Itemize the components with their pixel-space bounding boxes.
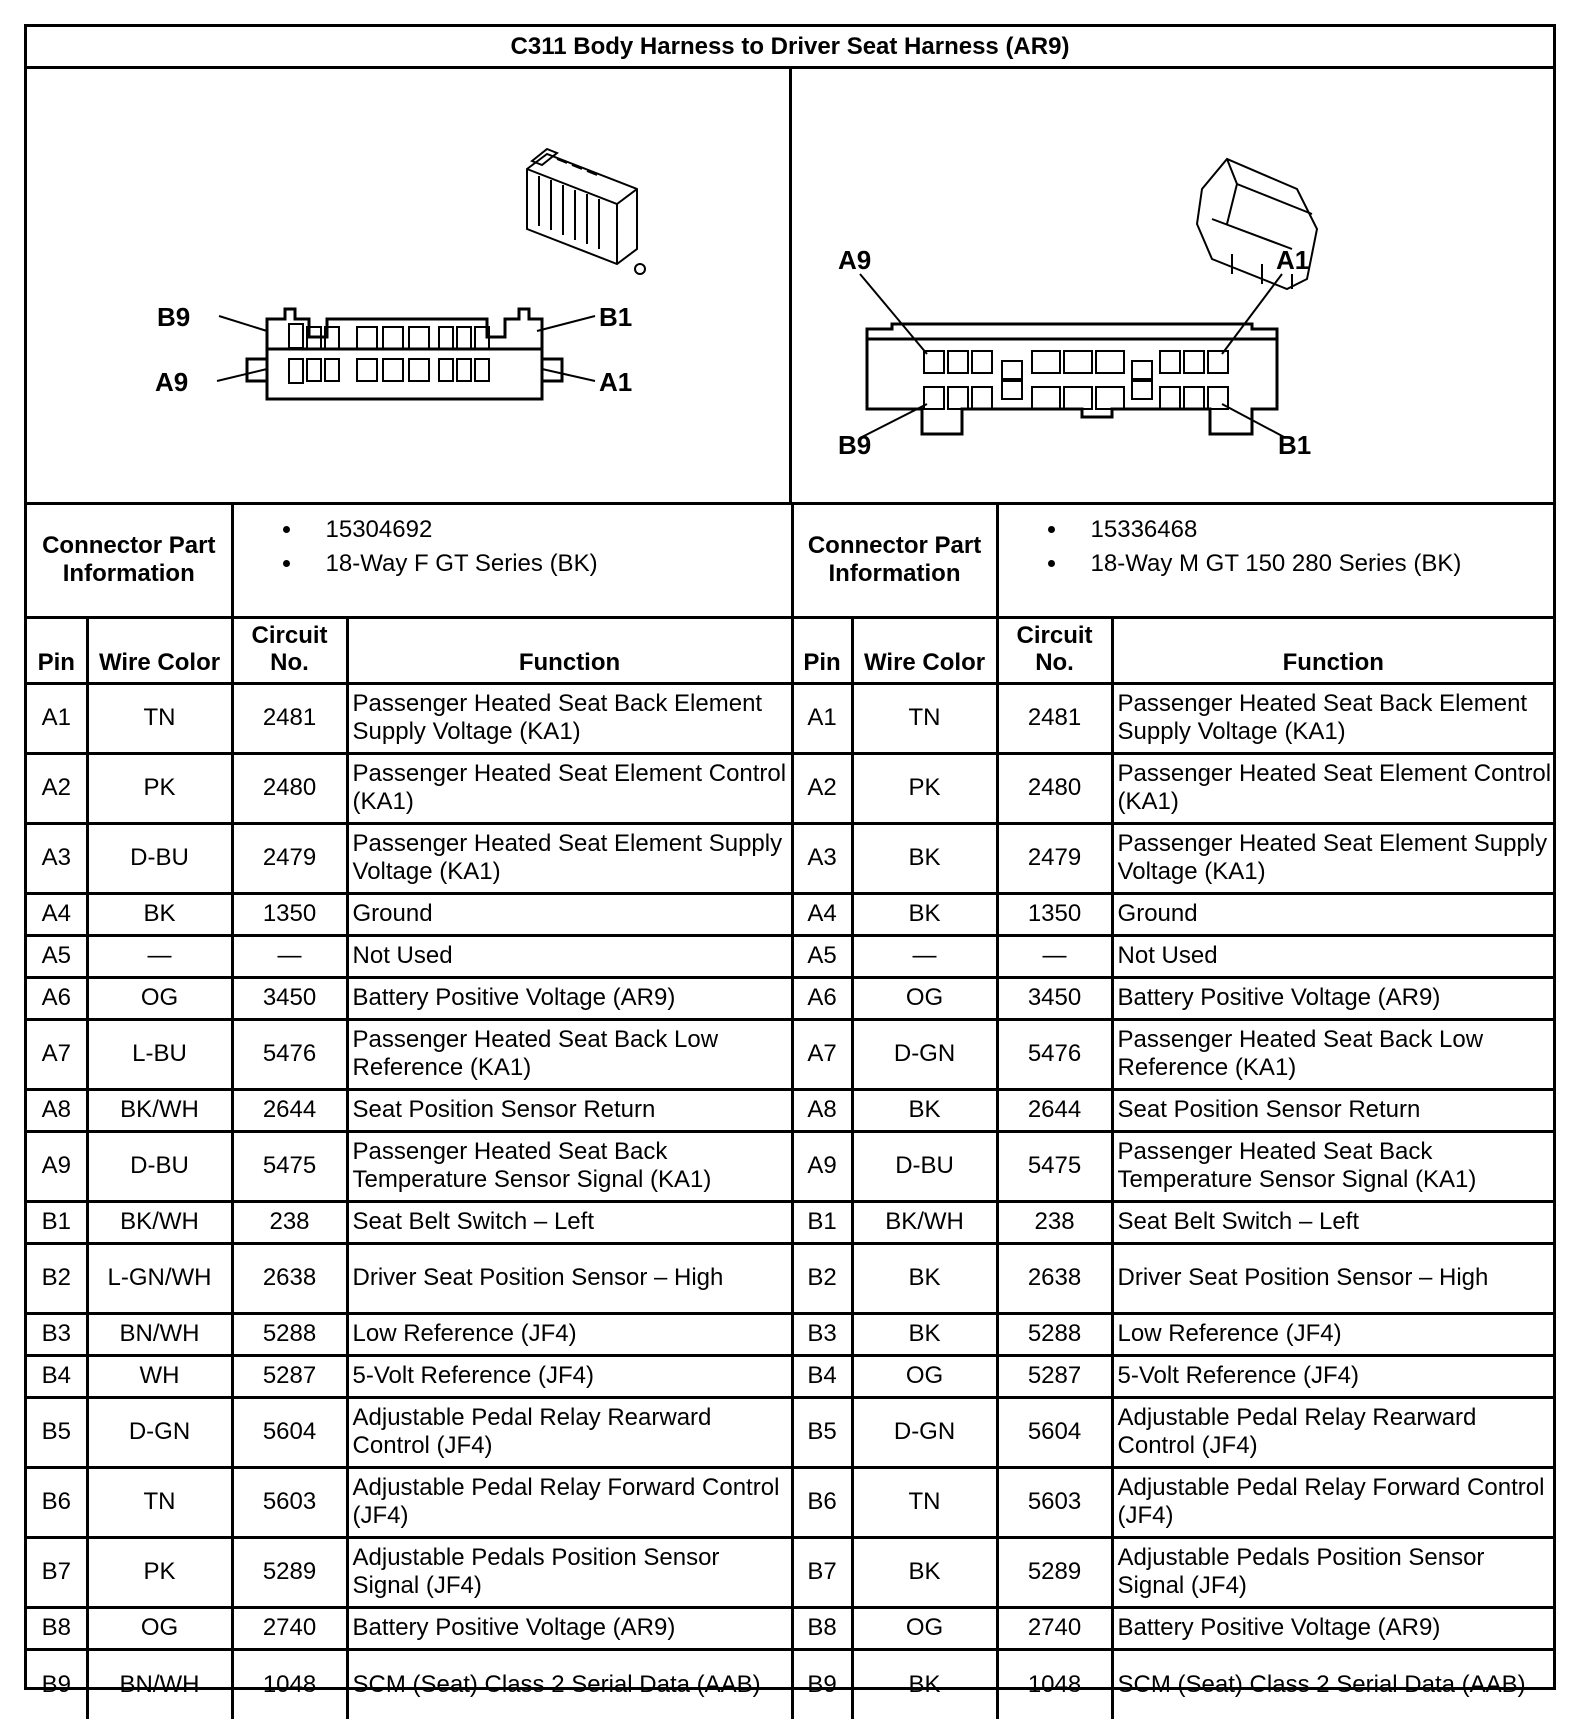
- circuit-cell: 238: [232, 1201, 347, 1243]
- pin-cell: B6: [792, 1467, 852, 1537]
- header-wire-color: Wire Color: [852, 617, 997, 683]
- wire-color-cell: WH: [87, 1355, 232, 1397]
- function-cell: Battery Positive Voltage (AR9): [1112, 1607, 1553, 1649]
- circuit-cell: 2480: [232, 753, 347, 823]
- circuit-cell: 2479: [997, 823, 1112, 893]
- circuit-cell: 1048: [997, 1649, 1112, 1719]
- header-pin: Pin: [792, 617, 852, 683]
- pin-cell: B5: [792, 1397, 852, 1467]
- wire-color-cell: BK/WH: [87, 1201, 232, 1243]
- table-row: [27, 1131, 1553, 1201]
- right-connector-diagram: [792, 69, 1553, 505]
- pin-cell: A2: [27, 753, 87, 823]
- pin-cell: B2: [792, 1243, 852, 1313]
- connector-face: [247, 309, 562, 399]
- pin-cell: B8: [792, 1607, 852, 1649]
- table-row: [27, 1019, 1553, 1089]
- pin-label-a1: A1: [1276, 245, 1310, 275]
- wire-color-cell: PK: [852, 753, 997, 823]
- pin-cell: A9: [27, 1131, 87, 1201]
- function-cell: Ground: [1112, 893, 1553, 935]
- pin-cell: B1: [792, 1201, 852, 1243]
- connector-part-label-left: Connector Part Information: [27, 505, 232, 617]
- wire-color-cell: BK: [852, 1537, 997, 1607]
- wire-color-cell: OG: [852, 1355, 997, 1397]
- pin-label-b1: B1: [1278, 430, 1312, 460]
- table-header-row: [27, 617, 1553, 683]
- pin-cell: B8: [27, 1607, 87, 1649]
- function-cell: Passenger Heated Seat Back Temperature Sensor Signal (KA1): [1112, 1131, 1553, 1201]
- function-cell: Seat Belt Switch – Left: [347, 1201, 792, 1243]
- circuit-cell: 2481: [997, 683, 1112, 753]
- table-row: [27, 1313, 1553, 1355]
- function-cell: Adjustable Pedals Position Sensor Signal (JF4): [347, 1537, 792, 1607]
- function-cell: Seat Belt Switch – Left: [1112, 1201, 1553, 1243]
- circuit-cell: 2481: [232, 683, 347, 753]
- circuit-cell: —: [997, 935, 1112, 977]
- connector-part-info-right: [997, 505, 1553, 617]
- wire-color-cell: D-BU: [852, 1131, 997, 1201]
- wire-color-cell: BK: [87, 893, 232, 935]
- circuit-cell: 5476: [997, 1019, 1112, 1089]
- wire-color-cell: —: [852, 935, 997, 977]
- circuit-cell: 5476: [232, 1019, 347, 1089]
- wire-color-cell: BK: [852, 1089, 997, 1131]
- connector-info-row: [27, 505, 1553, 617]
- left-connector-diagram: [27, 69, 792, 505]
- circuit-cell: 5287: [997, 1355, 1112, 1397]
- circuit-cell: 5604: [997, 1397, 1112, 1467]
- circuit-cell: 2638: [997, 1243, 1112, 1313]
- pin-cell: B3: [27, 1313, 87, 1355]
- pin-cell: A8: [27, 1089, 87, 1131]
- function-cell: Passenger Heated Seat Back Element Supply Voltage (KA1): [347, 683, 792, 753]
- wire-color-cell: PK: [87, 753, 232, 823]
- circuit-cell: 1048: [232, 1649, 347, 1719]
- function-cell: Not Used: [347, 935, 792, 977]
- function-cell: Driver Seat Position Sensor – High: [347, 1243, 792, 1313]
- function-cell: Battery Positive Voltage (AR9): [347, 1607, 792, 1649]
- wire-color-cell: BK: [852, 893, 997, 935]
- wire-color-cell: D-GN: [852, 1019, 997, 1089]
- function-cell: Passenger Heated Seat Back Low Reference (KA1): [1112, 1019, 1553, 1089]
- function-cell: Battery Positive Voltage (AR9): [1112, 977, 1553, 1019]
- circuit-cell: 2638: [232, 1243, 347, 1313]
- function-cell: Passenger Heated Seat Element Control (KA1): [1112, 753, 1553, 823]
- pin-label-a9: A9: [155, 367, 189, 397]
- wire-color-cell: BK/WH: [852, 1201, 997, 1243]
- pin-cell: A2: [792, 753, 852, 823]
- function-cell: Passenger Heated Seat Element Supply Voltage (KA1): [347, 823, 792, 893]
- circuit-cell: —: [232, 935, 347, 977]
- pin-cell: A1: [27, 683, 87, 753]
- table-row: [27, 1243, 1553, 1313]
- circuit-cell: 5603: [997, 1467, 1112, 1537]
- header-circuit-no: Circuit No.: [997, 617, 1112, 683]
- pin-cell: A3: [792, 823, 852, 893]
- circuit-cell: 2479: [232, 823, 347, 893]
- circuit-cell: 1350: [232, 893, 347, 935]
- pin-cell: A9: [792, 1131, 852, 1201]
- header-pin: Pin: [27, 617, 87, 683]
- header-circuit-no: Circuit No.: [232, 617, 347, 683]
- function-cell: 5-Volt Reference (JF4): [347, 1355, 792, 1397]
- wire-color-cell: TN: [87, 683, 232, 753]
- wire-color-cell: BN/WH: [87, 1649, 232, 1719]
- circuit-cell: 5289: [232, 1537, 347, 1607]
- pin-cell: B6: [27, 1467, 87, 1537]
- pin-label-b9: B9: [838, 430, 872, 460]
- wire-color-cell: L-BU: [87, 1019, 232, 1089]
- pin-cell: A1: [792, 683, 852, 753]
- left-connector-drawing: [27, 69, 789, 502]
- function-cell: Seat Position Sensor Return: [347, 1089, 792, 1131]
- function-cell: Passenger Heated Seat Back Element Supply Voltage (KA1): [1112, 683, 1553, 753]
- page-title: C311 Body Harness to Driver Seat Harness (AR9): [27, 27, 1553, 69]
- wire-color-cell: TN: [87, 1467, 232, 1537]
- wire-color-cell: BK: [852, 823, 997, 893]
- header-function: Function: [347, 617, 792, 683]
- pin-cell: B3: [792, 1313, 852, 1355]
- table-row: [27, 753, 1553, 823]
- circuit-cell: 5289: [997, 1537, 1112, 1607]
- pin-label-b1: B1: [599, 302, 633, 332]
- circuit-cell: 5475: [232, 1131, 347, 1201]
- pin-cell: B4: [27, 1355, 87, 1397]
- wire-color-cell: TN: [852, 1467, 997, 1537]
- function-cell: Low Reference (JF4): [1112, 1313, 1553, 1355]
- wire-color-cell: BK: [852, 1313, 997, 1355]
- pin-cell: A5: [792, 935, 852, 977]
- right-connector-drawing: [792, 69, 1553, 502]
- function-cell: Low Reference (JF4): [347, 1313, 792, 1355]
- pin-cell: B9: [27, 1649, 87, 1719]
- function-cell: Adjustable Pedal Relay Rearward Control (JF4): [1112, 1397, 1553, 1467]
- circuit-cell: 2740: [232, 1607, 347, 1649]
- pin-cell: B2: [27, 1243, 87, 1313]
- wire-color-cell: PK: [87, 1537, 232, 1607]
- wire-color-cell: BK: [852, 1649, 997, 1719]
- connector-part-label-right: Connector Part Information: [792, 505, 997, 617]
- connector-description: • 18-Way F GT Series (BK): [304, 547, 791, 581]
- wire-color-cell: OG: [87, 1607, 232, 1649]
- table-row: [27, 683, 1553, 753]
- pin-cell: A8: [792, 1089, 852, 1131]
- pin-label-a1: A1: [599, 367, 633, 397]
- circuit-cell: 2644: [997, 1089, 1112, 1131]
- function-cell: Adjustable Pedal Relay Rearward Control (JF4): [347, 1397, 792, 1467]
- function-cell: Adjustable Pedal Relay Forward Control (JF4): [347, 1467, 792, 1537]
- circuit-cell: 5288: [997, 1313, 1112, 1355]
- table-row: [27, 1537, 1553, 1607]
- circuit-cell: 238: [997, 1201, 1112, 1243]
- wire-color-cell: OG: [87, 977, 232, 1019]
- pin-cell: A7: [792, 1019, 852, 1089]
- connector-description: • 18-Way M GT 150 280 Series (BK): [1069, 547, 1554, 581]
- function-cell: Driver Seat Position Sensor – High: [1112, 1243, 1553, 1313]
- function-cell: Adjustable Pedal Relay Forward Control (JF4): [1112, 1467, 1553, 1537]
- function-cell: 5-Volt Reference (JF4): [1112, 1355, 1553, 1397]
- wire-color-cell: TN: [852, 683, 997, 753]
- function-cell: Passenger Heated Seat Element Supply Voltage (KA1): [1112, 823, 1553, 893]
- connector-part-number: • 15336468: [1069, 513, 1554, 547]
- wire-color-cell: —: [87, 935, 232, 977]
- pin-cell: A4: [27, 893, 87, 935]
- wire-color-cell: BK: [852, 1243, 997, 1313]
- pin-cell: A6: [27, 977, 87, 1019]
- table-row: [27, 977, 1553, 1019]
- connector-part-info-left: [232, 505, 792, 617]
- pin-cell: A3: [27, 823, 87, 893]
- pin-cell: B1: [27, 1201, 87, 1243]
- pin-cell: B7: [792, 1537, 852, 1607]
- circuit-cell: 2480: [997, 753, 1112, 823]
- circuit-cell: 5288: [232, 1313, 347, 1355]
- header-function: Function: [1112, 617, 1553, 683]
- table-row: [27, 1089, 1553, 1131]
- circuit-cell: 5287: [232, 1355, 347, 1397]
- circuit-cell: 3450: [997, 977, 1112, 1019]
- function-cell: Passenger Heated Seat Back Low Reference (KA1): [347, 1019, 792, 1089]
- table-row: [27, 823, 1553, 893]
- wire-color-cell: D-GN: [87, 1397, 232, 1467]
- circuit-cell: 5475: [997, 1131, 1112, 1201]
- pin-cell: B9: [792, 1649, 852, 1719]
- pinout-table: [27, 505, 1553, 1719]
- table-row: [27, 1201, 1553, 1243]
- function-cell: SCM (Seat) Class 2 Serial Data (AAB): [1112, 1649, 1553, 1719]
- connector-face: [867, 324, 1277, 434]
- connector-3d-icon: [527, 149, 645, 274]
- function-cell: Seat Position Sensor Return: [1112, 1089, 1553, 1131]
- function-cell: Adjustable Pedals Position Sensor Signal (JF4): [1112, 1537, 1553, 1607]
- pin-cell: B7: [27, 1537, 87, 1607]
- function-cell: Ground: [347, 893, 792, 935]
- circuit-cell: 1350: [997, 893, 1112, 935]
- table-row: [27, 1649, 1553, 1719]
- function-cell: Not Used: [1112, 935, 1553, 977]
- wire-color-cell: D-BU: [87, 823, 232, 893]
- table-row: [27, 935, 1553, 977]
- function-cell: SCM (Seat) Class 2 Serial Data (AAB): [347, 1649, 792, 1719]
- pin-cell: B5: [27, 1397, 87, 1467]
- table-row: [27, 893, 1553, 935]
- function-cell: Battery Positive Voltage (AR9): [347, 977, 792, 1019]
- pin-cell: B4: [792, 1355, 852, 1397]
- pin-cell: A5: [27, 935, 87, 977]
- function-cell: Passenger Heated Seat Element Control (KA1): [347, 753, 792, 823]
- wire-color-cell: BN/WH: [87, 1313, 232, 1355]
- wire-color-cell: D-BU: [87, 1131, 232, 1201]
- pin-cell: A7: [27, 1019, 87, 1089]
- header-wire-color: Wire Color: [87, 617, 232, 683]
- function-cell: Passenger Heated Seat Back Temperature Sensor Signal (KA1): [347, 1131, 792, 1201]
- table-row: [27, 1607, 1553, 1649]
- wire-color-cell: D-GN: [852, 1397, 997, 1467]
- connector-part-number: • 15304692: [304, 513, 791, 547]
- pinout-sheet: [24, 24, 1556, 1698]
- wire-color-cell: OG: [852, 977, 997, 1019]
- table-row: [27, 1467, 1553, 1537]
- circuit-cell: 2740: [997, 1607, 1112, 1649]
- circuit-cell: 5604: [232, 1397, 347, 1467]
- table-row: [27, 1355, 1553, 1397]
- pin-label-b9: B9: [157, 302, 191, 332]
- pin-label-a9: A9: [838, 245, 872, 275]
- wire-color-cell: OG: [852, 1607, 997, 1649]
- circuit-cell: 3450: [232, 977, 347, 1019]
- circuit-cell: 5603: [232, 1467, 347, 1537]
- circuit-cell: 2644: [232, 1089, 347, 1131]
- pin-cell: A4: [792, 893, 852, 935]
- table-row: [27, 1397, 1553, 1467]
- wire-color-cell: L-GN/WH: [87, 1243, 232, 1313]
- pin-cell: A6: [792, 977, 852, 1019]
- wire-color-cell: BK/WH: [87, 1089, 232, 1131]
